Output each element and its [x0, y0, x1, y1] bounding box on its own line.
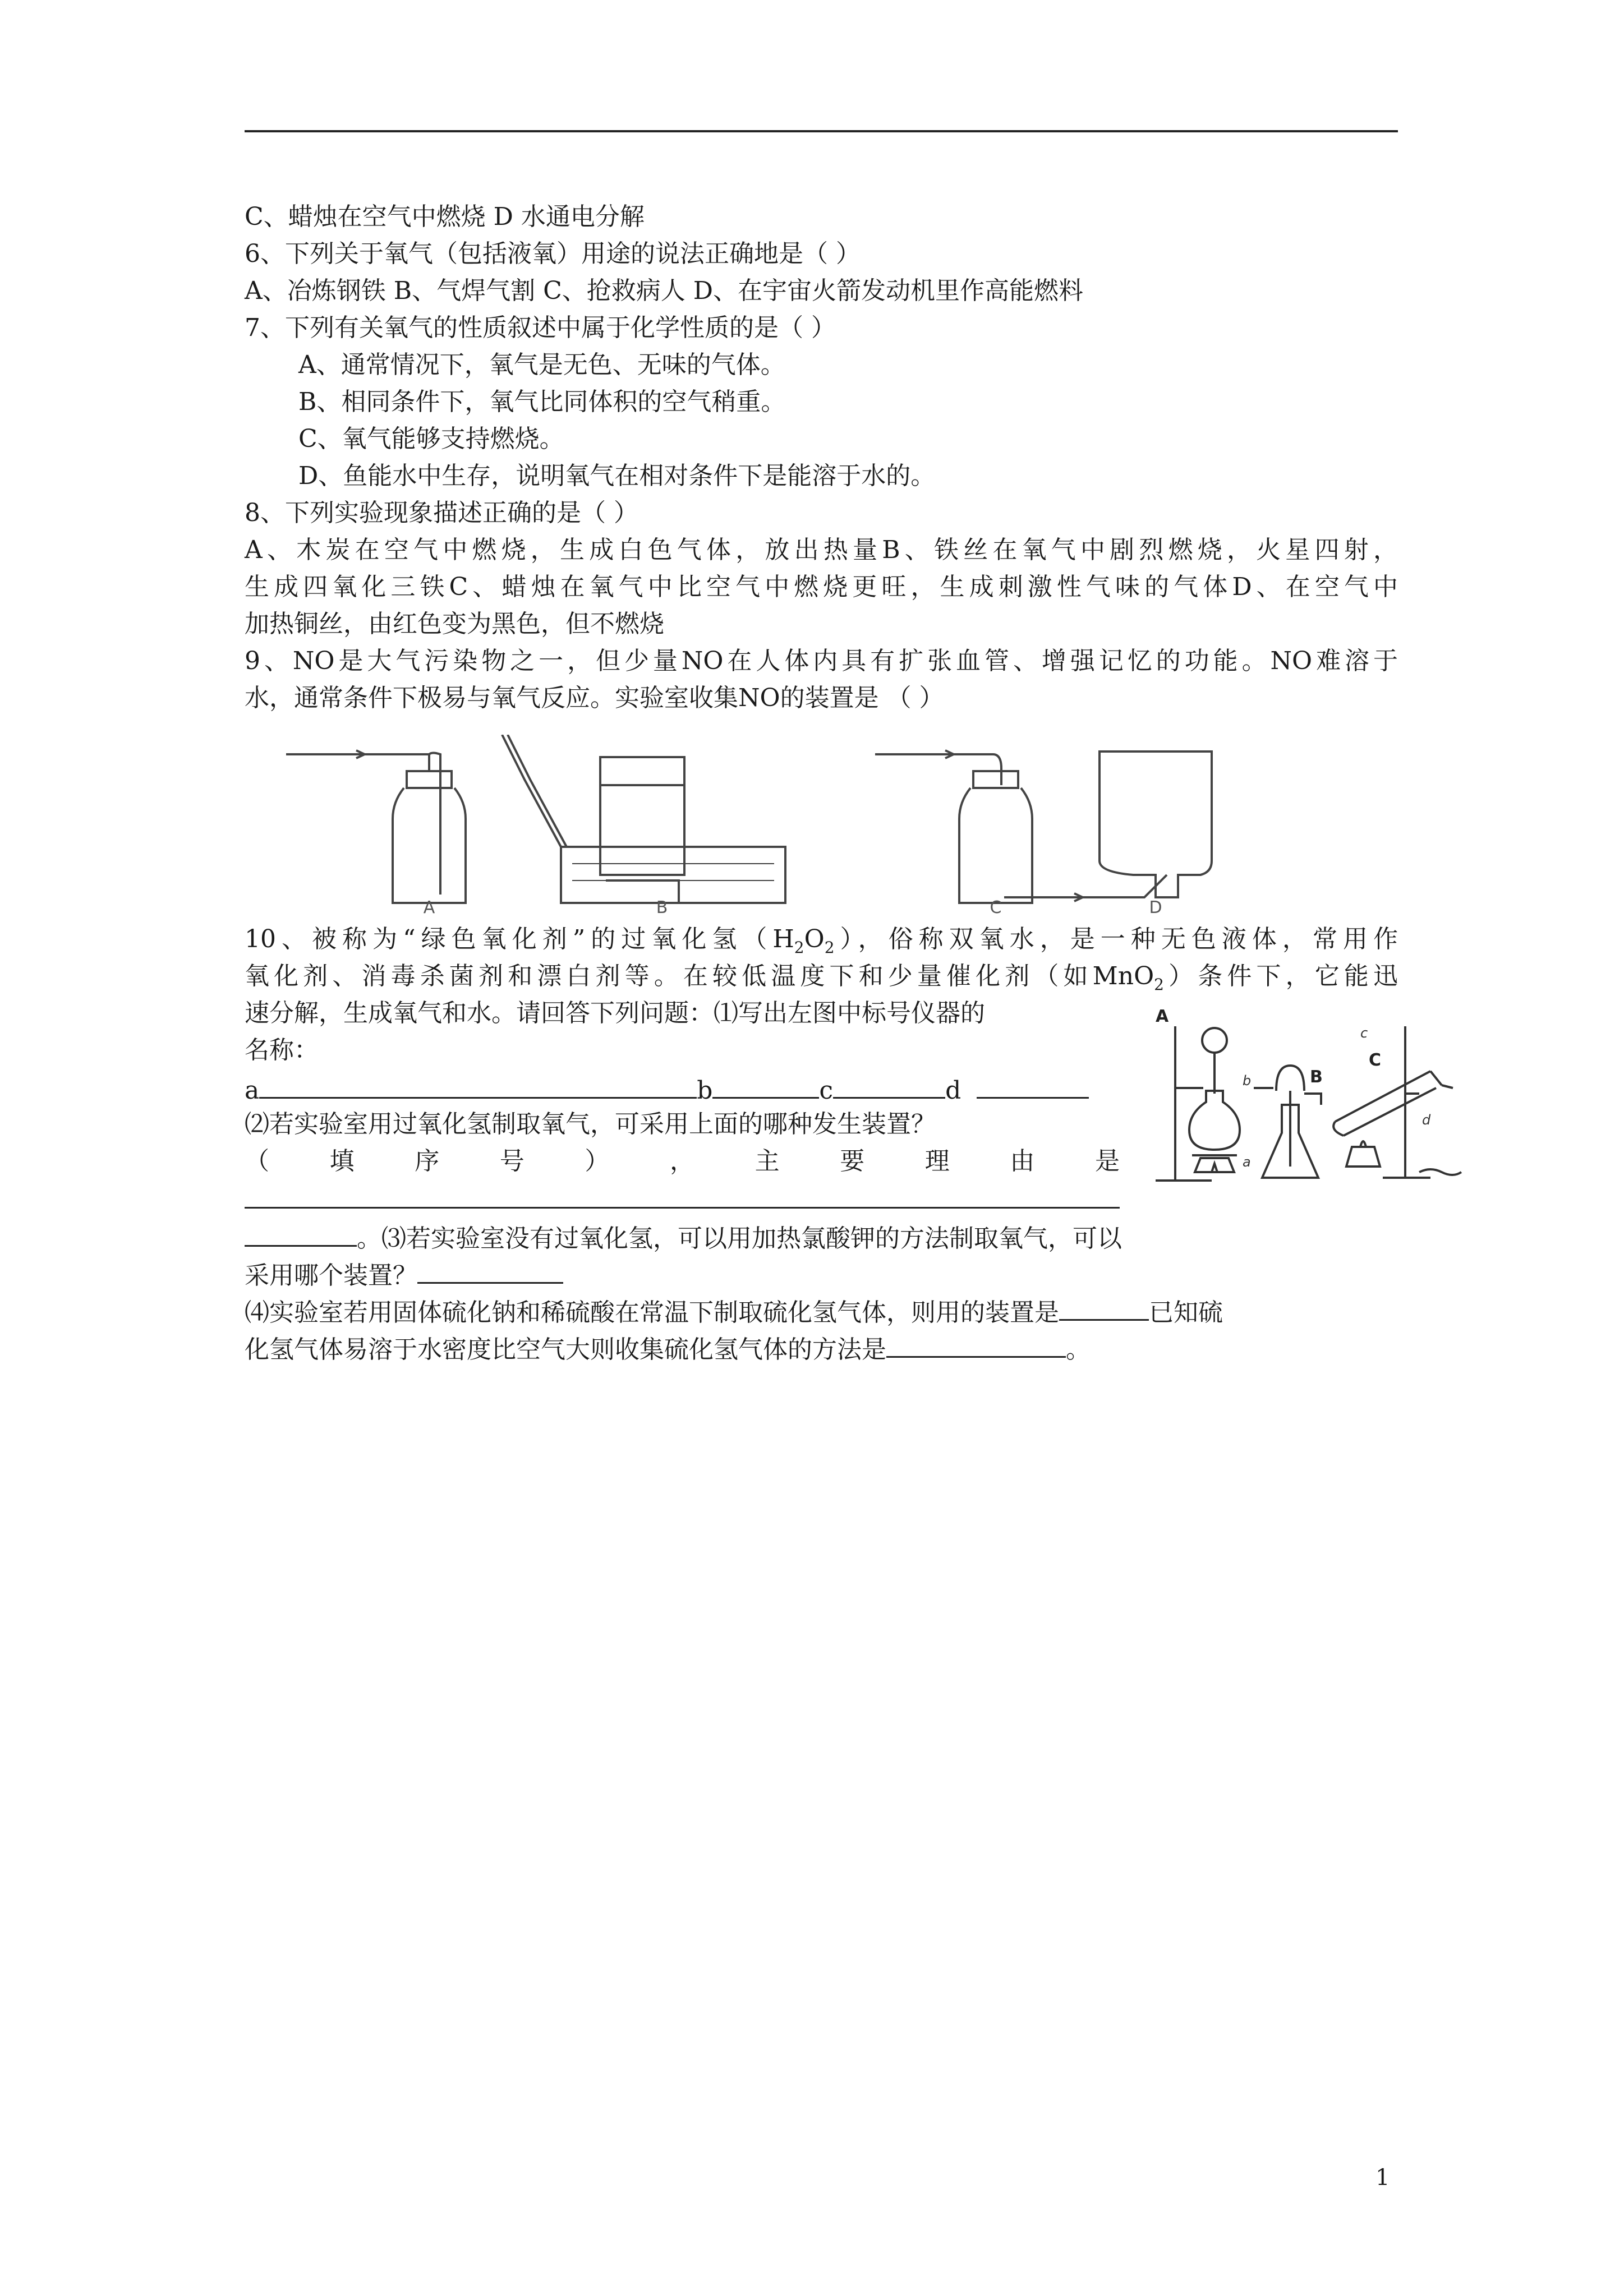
instrument-label-a: a [1243, 1154, 1251, 1170]
question-8-text: 加热铜丝，由红色变为黑色，但不燃烧 [245, 610, 664, 638]
apparatus-label-c: C [1369, 1050, 1382, 1070]
option-line: C、蜡烛在空气中燃烧 D 水通电分解 [245, 202, 645, 231]
answer-blank[interactable] [417, 1253, 563, 1284]
question-10-part3-text: 采用哪个装置？ [245, 1253, 563, 1295]
question-10-text: 速分解，生成氧气和水。请回答下列问题：⑴写出左图中标号仪器的 [245, 999, 985, 1027]
question-10-text: 氧化剂、消毒杀菌剂和漂白剂等。在较低温度下和少量催化剂（如MnO$_2$）条件下，它能迅 [245, 962, 1398, 994]
apparatus-label-a: A [1156, 1007, 1169, 1026]
answer-blank-reason[interactable] [245, 1207, 1120, 1209]
question-6: 6、下列关于氧气（包括液氧）用途的说法正确地是（ ） [245, 239, 861, 268]
question-7: 7、下列有关氧气的性质叙述中属于化学性质的是（ ） [245, 313, 836, 342]
question-10-part4-text: 化氢气体易溶于水密度比空气大则收集硫化氢气体的方法是 。 [245, 1327, 1091, 1370]
question-8: 8、下列实验现象描述正确的是（ ） [245, 499, 638, 527]
apparatus-name-blanks: a b c d [245, 1068, 1089, 1110]
gas-generation-figure [1150, 1004, 1464, 1189]
question-8-text: 生成四氧化三铁C、蜡烛在氧气中比空气中燃烧更旺，生成刺激性气味的气体D、在空气中 [245, 573, 1398, 601]
question-6-options: A、冶炼钢铁 B、气焊气割 C、抢救病人 D、在宇宙火箭发动机里作高能燃料 [245, 276, 1084, 305]
question-10-part2: ⑵若实验室用过氧化氢制取氧气，可采用上面的哪种发生装置？ [245, 1110, 936, 1138]
question-9-text: 水，通常条件下极易与氧气反应。实验室收集NO的装置是 （ ） [245, 684, 944, 712]
question-10-part2-prompt: （ 填 序 号 ） ， 主 要 理 由 是 [245, 1147, 1120, 1175]
blank-a[interactable] [259, 1068, 697, 1099]
blank-c[interactable] [833, 1068, 945, 1099]
figure-label-a: A [423, 898, 435, 914]
question-10-part3: 。⑶若实验室没有过氧化氢，可以用加热氯酸钾的方法制取氧气，可以 [245, 1216, 1122, 1258]
blank-b[interactable] [712, 1068, 819, 1099]
page-number: 1 [1375, 2165, 1390, 2191]
question-7-option-d: D、鱼能水中生存，说明氧气在相对条件下是能溶于水的。 [298, 462, 936, 490]
question-10-text: 名称： [245, 1036, 319, 1064]
question-8-text: A、木炭在空气中燃烧，生成白色气体，放出热量B、铁丝在氧气中剧烈燃烧，火星四射， [245, 536, 1398, 564]
answer-blank[interactable] [886, 1327, 1066, 1358]
gas-collection-figure [280, 735, 1245, 914]
question-7-option-b: B、相同条件下，氧气比同体积的空气稍重。 [298, 388, 786, 416]
header-rule [245, 130, 1398, 132]
instrument-label-c: c [1360, 1025, 1368, 1041]
question-7-option-a: A、通常情况下，氧气是无色、无味的气体。 [298, 351, 785, 379]
figure-label-c: C [990, 898, 1002, 914]
instrument-label-d: d [1422, 1112, 1431, 1128]
figure-label-b: B [656, 898, 668, 914]
answer-blank[interactable] [245, 1216, 357, 1247]
answer-blank[interactable] [1059, 1290, 1149, 1321]
question-10: 10、被称为“绿色氧化剂”的过氧化氢$(H_2O_2)$，俗称双氧水，是一种无色液体，常用作 [245, 925, 1398, 957]
instrument-label-b: b [1243, 1073, 1252, 1089]
question-9: 9、NO是大气污染物之一，但少量NO在人体内具有扩张血管、增强记忆的功能。NO难溶于 [245, 647, 1398, 675]
apparatus-label-b: B [1310, 1067, 1323, 1087]
question-10-part4: ⑷实验室若用固体硫化钠和稀硫酸在常温下制取硫化氢气体，则用的装置是 已知硫 [245, 1290, 1223, 1333]
question-7-option-c: C、氧气能够支持燃烧。 [298, 425, 564, 453]
blank-d[interactable] [977, 1068, 1089, 1099]
figure-label-d: D [1149, 898, 1162, 914]
